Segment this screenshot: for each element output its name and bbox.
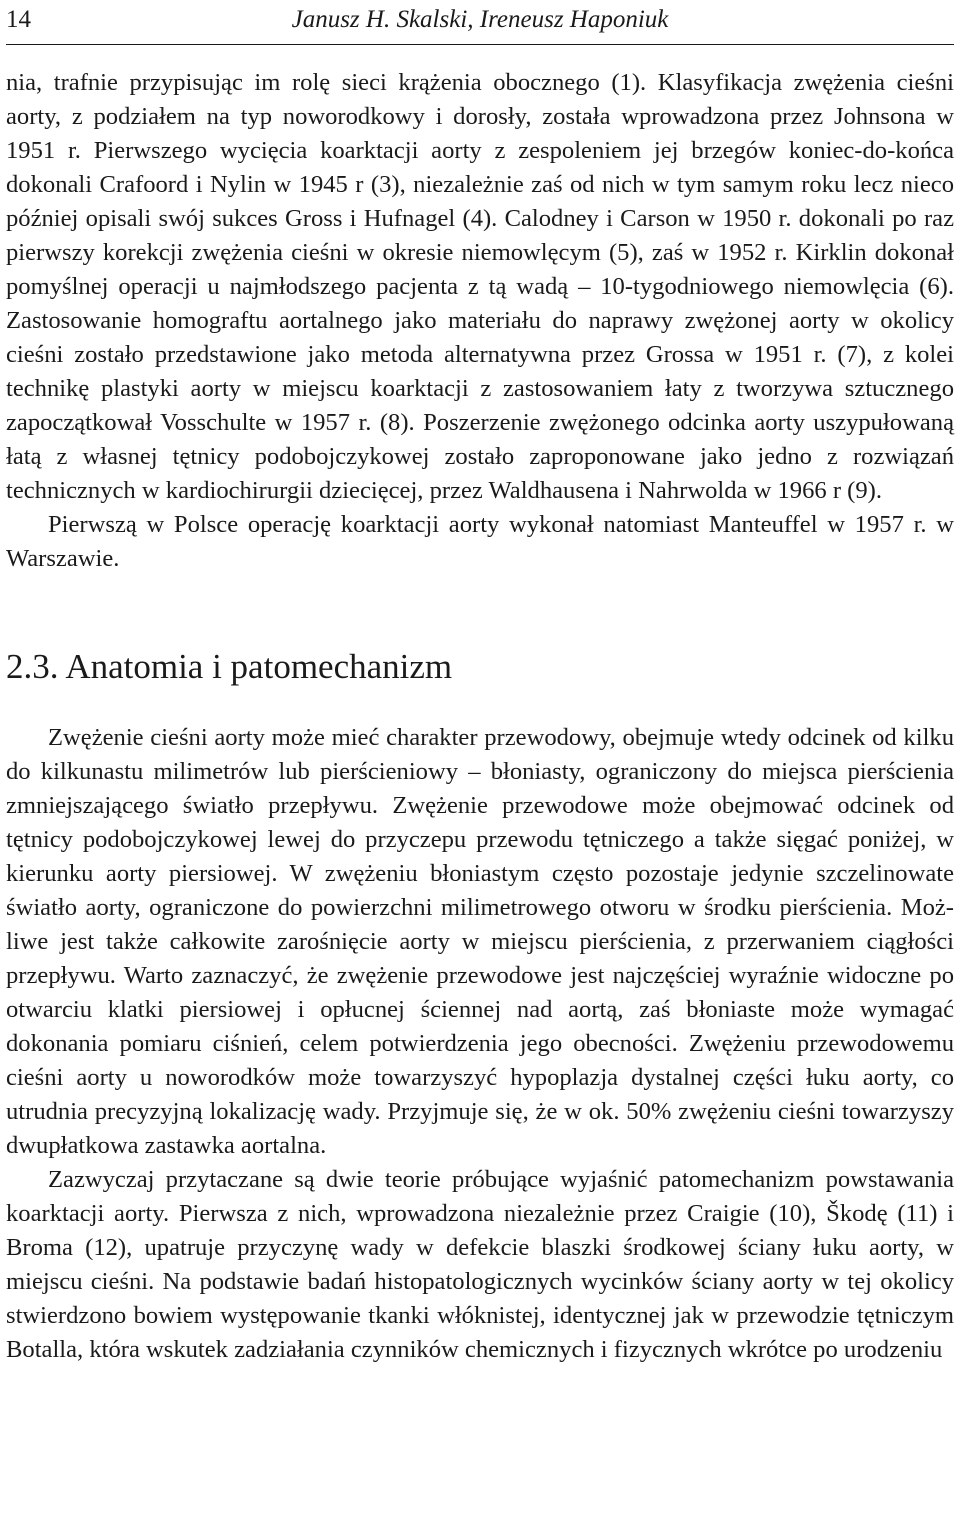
intro-paragraph-continued: nia, trafnie przypisując im rolę sieci krążenia obocznego (1). Klasyfikacja zwężenia cieśni aorty, z podziałem na typ noworodkowy i dorosły, została wprowadzona przez Johnsona w 1951 r. Pierwszego wycięcia koarktacji aorty z zespoleniem jej brzegów koniec-do-końca dokonali Crafoord i Nylin w 1945 r (3), niezależnie zaś od nich w tym samym roku lecz nieco później opisali swój sukces Gross i Hufnagel (4). Calodney i Carson w 1950 r. dokonali po raz pierwszy korekcji zwężenia cieśni w okresie niemowlęcym (5), zaś w 1952 r. Kirklin dokonał pomyślnej operacji u najmłodszego pacjenta z tą wadą – 10-tygodniowego niemowlęcia (6). Zastosowanie homograftu aortalnego jako materiału do naprawy zwężonej aorty w okolicy cieśni zostało przedstawione jako metoda alternatywna przez Grossa w 1951 r. (7), z kolei technikę plastyki aorty w miejscu koarktacji z zastosowaniem łaty z tworzywa sztucznego zapoczątkował Vosschulte w 1957 r. (8). Poszerzenie zwężonego odcinka aorty uszypułowaną łatą z własnej tętnicy podobojczykowej zostało zaproponowane jako jedno z rozwiązań technicznych w kardiochirurgii dziecięcej, przez Waldhausena i Nahrwolda w 1966 r (9). — [6, 69, 954, 504]
section-heading: 2.3. Anatomia i patomechanizm — [6, 647, 453, 686]
running-header — [6, 0, 954, 40]
page-number: 14 — [6, 6, 31, 33]
document-page — [6, 0, 954, 1367]
section-paragraph-theories: Zazwyczaj przytaczane są dwie teorie próbujące wyjaśnić patomechanizm powstawania koarktacji aorty. Pierwsza z nich, wprowadzona niezależnie przez Craigie (10), Škodę (11) i Broma (12), upatruje przyczynę wady w defekcie blaszki środkowej ściany łuku aorty, w miejscu cieśni. Na podstawie badań histopatologicznych wycinków ściany aorty w tej okolicy stwierdzono bowiem występowanie tkanki włóknistej, identycznej jak w przewodzie tętniczym Botalla, która wskutek zadziałania czynników chemicznych i fizycznych wkrótce po urodzeniu — [6, 1166, 954, 1363]
section-paragraph-anatomy: Zwężenie cieśni aorty może mieć charakter przewodowy, obejmuje wtedy odcinek od kilku do kilkunastu milimetrów lub pierścieniowy – błoniasty, ograniczony do miejsca pierścienia zmniejszającego światło przepływu. Zwężenie przewodowe może obejmować odcinek od tętnicy podobojczykowej lewej do przyczepu przewodu tętniczego a także sięgać poniżej, w kierunku aorty piersiowej. W zwężeniu błoniastym często pozostaje jedynie szczelinowate światło aorty, ograniczone do powierzchni milimetrowego otworu w środku pierścienia. Możliwe jest także całkowite zarośnięcie aorty w miejscu pierścienia, z przerwaniem ciągłości przepływu. Warto zaznaczyć, że zwężenie przewodowe jest najczęściej wyraźnie widoczne po otwarciu klatki piersiowej i opłucnej ściennej nad aortą, zaś błoniaste może wymagać dokonania pomiaru ciśnień, celem potwierdzenia jego obecności. Zwężeniu przewodowemu cieśni aorty u noworodków może towarzyszyć hypoplazja dystalnej części łuku aorty, co utrudnia precyzyjną lokalizację wady. Przyjmuje się, że w ok. 50% zwężeniu cieśni towarzyszy dwupłatkowa zastawka aortalna. — [6, 724, 954, 1159]
header-rule — [6, 44, 954, 45]
header-authors: Janusz H. Skalski, Ireneusz Haponiuk — [291, 6, 669, 33]
intro-paragraph-manteuffel: Pierwszą w Polsce operację koarktacji aorty wykonał natomiast Manteuffel w 1957 r. w Warszawie. — [6, 511, 954, 572]
